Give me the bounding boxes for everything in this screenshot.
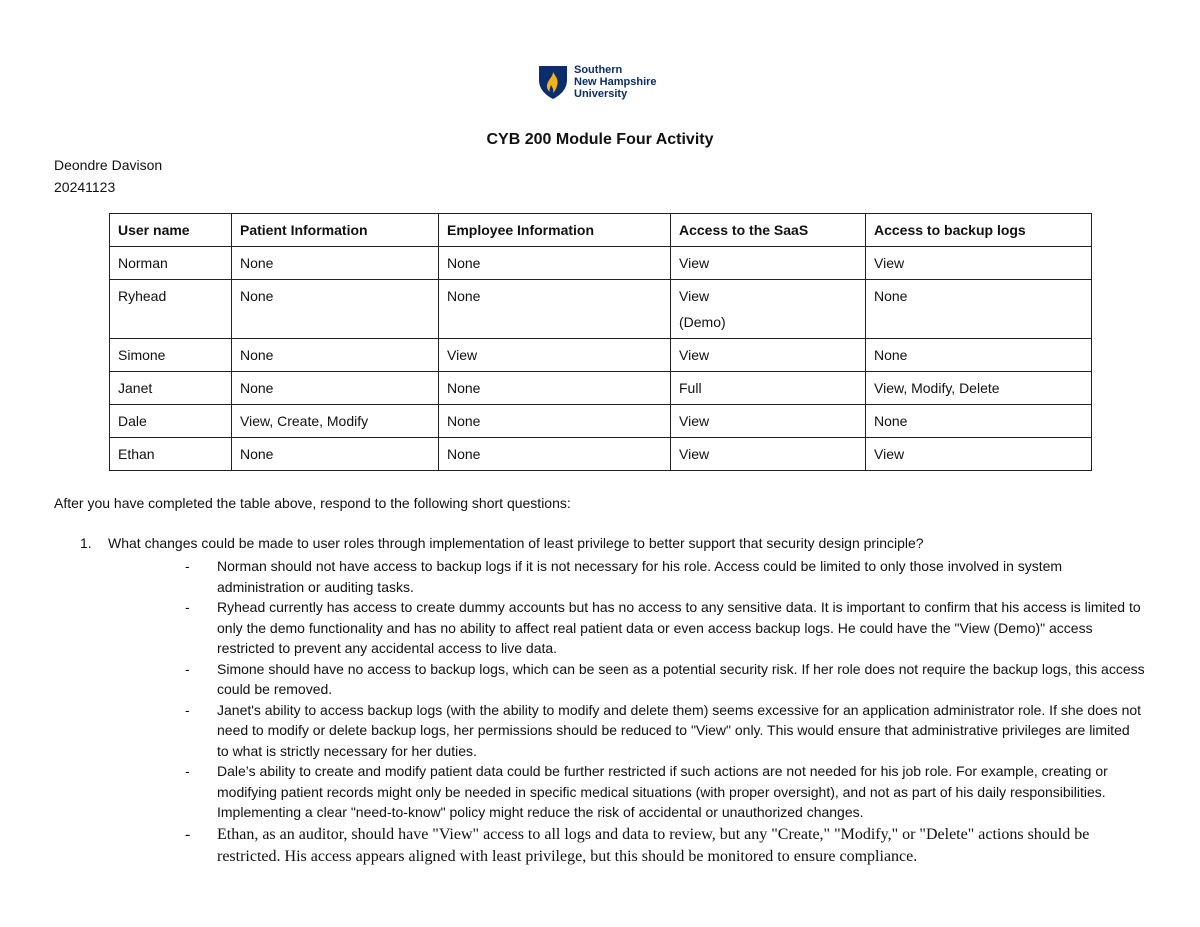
question-1 [80,535,1160,551]
header-access-backup-logs: Access to backup logs [866,214,1092,247]
header-employee-information: Employee Information [439,214,671,247]
cell-user: Norman [110,247,232,280]
bullet-marker: - [185,558,190,574]
question-text: What changes could be made to user roles through implementation of least privilege to better support that security design principle? [108,535,924,551]
logo-wordmark [574,64,657,100]
author-name: Deondre Davison [54,157,163,173]
list-item [185,761,1145,823]
cell-patient: None [232,247,439,280]
header-user-name: User name [110,214,232,247]
cell-saas: View [671,339,866,372]
cell-patient: View, Create, Modify [232,405,439,438]
cell-user: Janet [110,372,232,405]
cell-saas: Full [671,372,866,405]
cell-employee: None [439,438,671,471]
cell-employee: View [439,339,671,372]
bullet-marker: - [185,763,190,779]
table-row [110,280,1092,339]
cell-employee: None [439,405,671,438]
table-row [110,339,1092,372]
logo-line-1: Southern [574,64,623,76]
cell-employee: None [439,280,671,339]
list-item [185,659,1145,700]
questions-intro: After you have completed the table above, respond to the following short questions: [54,495,571,511]
table-row [110,438,1092,471]
cell-backup: None [866,280,1092,339]
cell-patient: None [232,339,439,372]
table-row [110,405,1092,438]
author-block [54,154,162,198]
bullet-text-janet: Janet's ability to access backup logs (with the ability to modify and delete them) seems excessive for an application administrator role. If she does not need to modify or delete backup logs, her permissions should be reduced to "View" only. This would ensure that administrative privileges are limited to what is strictly necessary for her duties. [217,701,1142,759]
document-date: 20241123 [54,179,116,195]
question-number: 1. [80,535,92,551]
cell-backup: None [866,405,1092,438]
bullet-marker: - [185,660,190,677]
bullet-text-ethan: Ethan, as an auditor, should have "View" access to all logs and data to review, but any "Create," "Modify," or "Delete" actions should be restricted. His access appears aligned with least privilege, but this should be monitored to ensure compliance. [217,825,1090,865]
list-item [185,597,1145,659]
table-header-row [110,214,1092,247]
cell-backup: View [866,247,1092,280]
table-row [110,372,1092,405]
bullet-text-ryhead: Ryhead currently has access to create dummy accounts but has no access to any sensitive data. It is important to confirm that his access is limited to only the demo functionality and has no ability to affect real patient data or even access backup logs. He could have the "View (Demo)" access restricted to prevent any accidental access to live data. [217,599,1141,656]
table-row [110,247,1092,280]
document-title: CYB 200 Module Four Activity [486,131,714,148]
cell-backup: View [866,438,1092,471]
list-item [185,556,1145,597]
cell-saas-line-1: View [679,288,710,304]
cell-user: Dale [110,405,232,438]
header-patient-information: Patient Information [232,214,439,247]
cell-backup: View, Modify, Delete [866,372,1092,405]
cell-user: Ryhead [110,280,232,339]
cell-backup: None [866,339,1092,372]
list-item [185,700,1145,762]
cell-saas: View [671,247,866,280]
cell-employee: None [439,247,671,280]
bullet-text-dale: Dale’s ability to create and modify patient data could be further restricted if such actions are not needed for his job role. For example, creating or modifying patient records might only be needed in specific medical situations (with proper oversight), and not as part of his daily responsibilities. Implementing a clear "need-to-know" policy might reduce the risk of accidental or unauthorized changes. [217,763,1108,820]
university-logo [538,64,657,100]
bullet-text-simone: Simone should have no access to backup logs, which can be seen as a potential security risk. If her role does not require the backup logs, this access could be removed. [217,660,1145,697]
logo-line-2: New Hampshire [574,76,657,88]
cell-user: Simone [110,339,232,372]
cell-user: Ethan [110,438,232,471]
cell-saas [671,280,866,339]
list-item [185,824,1145,868]
cell-patient: None [232,280,439,339]
bullet-marker: - [185,599,190,615]
logo-line-3: University [574,88,628,100]
cell-saas: View [671,438,866,471]
cell-patient: None [232,438,439,471]
shield-flame-icon [538,64,568,100]
header-access-saas: Access to the SaaS [671,214,866,247]
bullet-marker: - [185,701,190,718]
access-permissions-table [109,213,1092,471]
answer-bullet-list [185,556,1145,868]
bullet-text-norman: Norman should not have access to backup logs if it is not necessary for his role. Access could be limited to only those involved in system administration or auditing tasks. [217,558,1063,595]
cell-saas: View [671,405,866,438]
cell-patient: None [232,372,439,405]
bullet-marker: - [185,825,191,843]
cell-saas-line-2: (Demo) [679,314,726,330]
cell-employee: None [439,372,671,405]
